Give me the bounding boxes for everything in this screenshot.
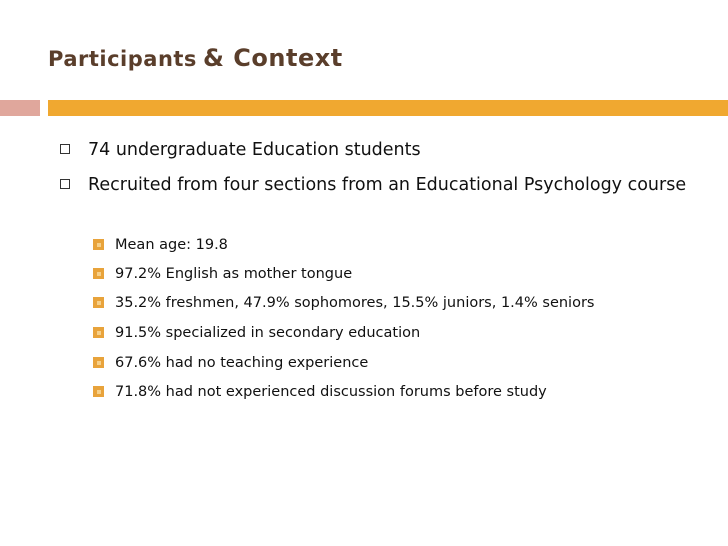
sub-bullet-item	[115, 293, 715, 313]
sub-bullet-text: 97.2% English as mother tongue	[115, 266, 353, 282]
hollow-square-bullet-icon	[60, 144, 70, 154]
title-band-left	[0, 100, 40, 116]
sub-bullet-text: 67.6% had no teaching experience	[115, 355, 369, 371]
sub-bullet-text: 71.8% had not experienced discussion forums before study	[115, 384, 547, 400]
sub-bullet-item	[115, 353, 715, 373]
filled-square-bullet-icon	[93, 239, 104, 250]
sub-bullet-text: Mean age: 19.8	[115, 237, 228, 253]
sub-bullet-text: 35.2% freshmen, 47.9% sophomores, 15.5% juniors, 1.4% seniors	[115, 295, 595, 311]
sub-bullet-text: 91.5% specialized in secondary education	[115, 325, 421, 341]
hollow-square-bullet-icon	[60, 179, 70, 189]
filled-square-bullet-icon	[93, 297, 104, 308]
sub-bullet-item	[115, 323, 715, 343]
bullet-item	[88, 172, 698, 198]
bullet-text: Recruited from four sections from an Educational Psychology course	[88, 175, 687, 195]
filled-square-bullet-icon	[93, 357, 104, 368]
sub-bullet-item	[115, 264, 715, 284]
title-band-accent	[48, 100, 728, 116]
filled-square-bullet-icon	[93, 268, 104, 279]
bullet-item	[88, 137, 698, 163]
sub-bullet-item	[115, 235, 715, 255]
title-part-context: & Context	[203, 44, 343, 72]
filled-square-bullet-icon	[93, 327, 104, 338]
bullet-text: 74 undergraduate Education students	[88, 140, 421, 160]
slide-title	[48, 44, 343, 72]
sub-bullet-item	[115, 382, 715, 402]
title-part-participants: Participants	[48, 47, 197, 71]
filled-square-bullet-icon	[93, 386, 104, 397]
